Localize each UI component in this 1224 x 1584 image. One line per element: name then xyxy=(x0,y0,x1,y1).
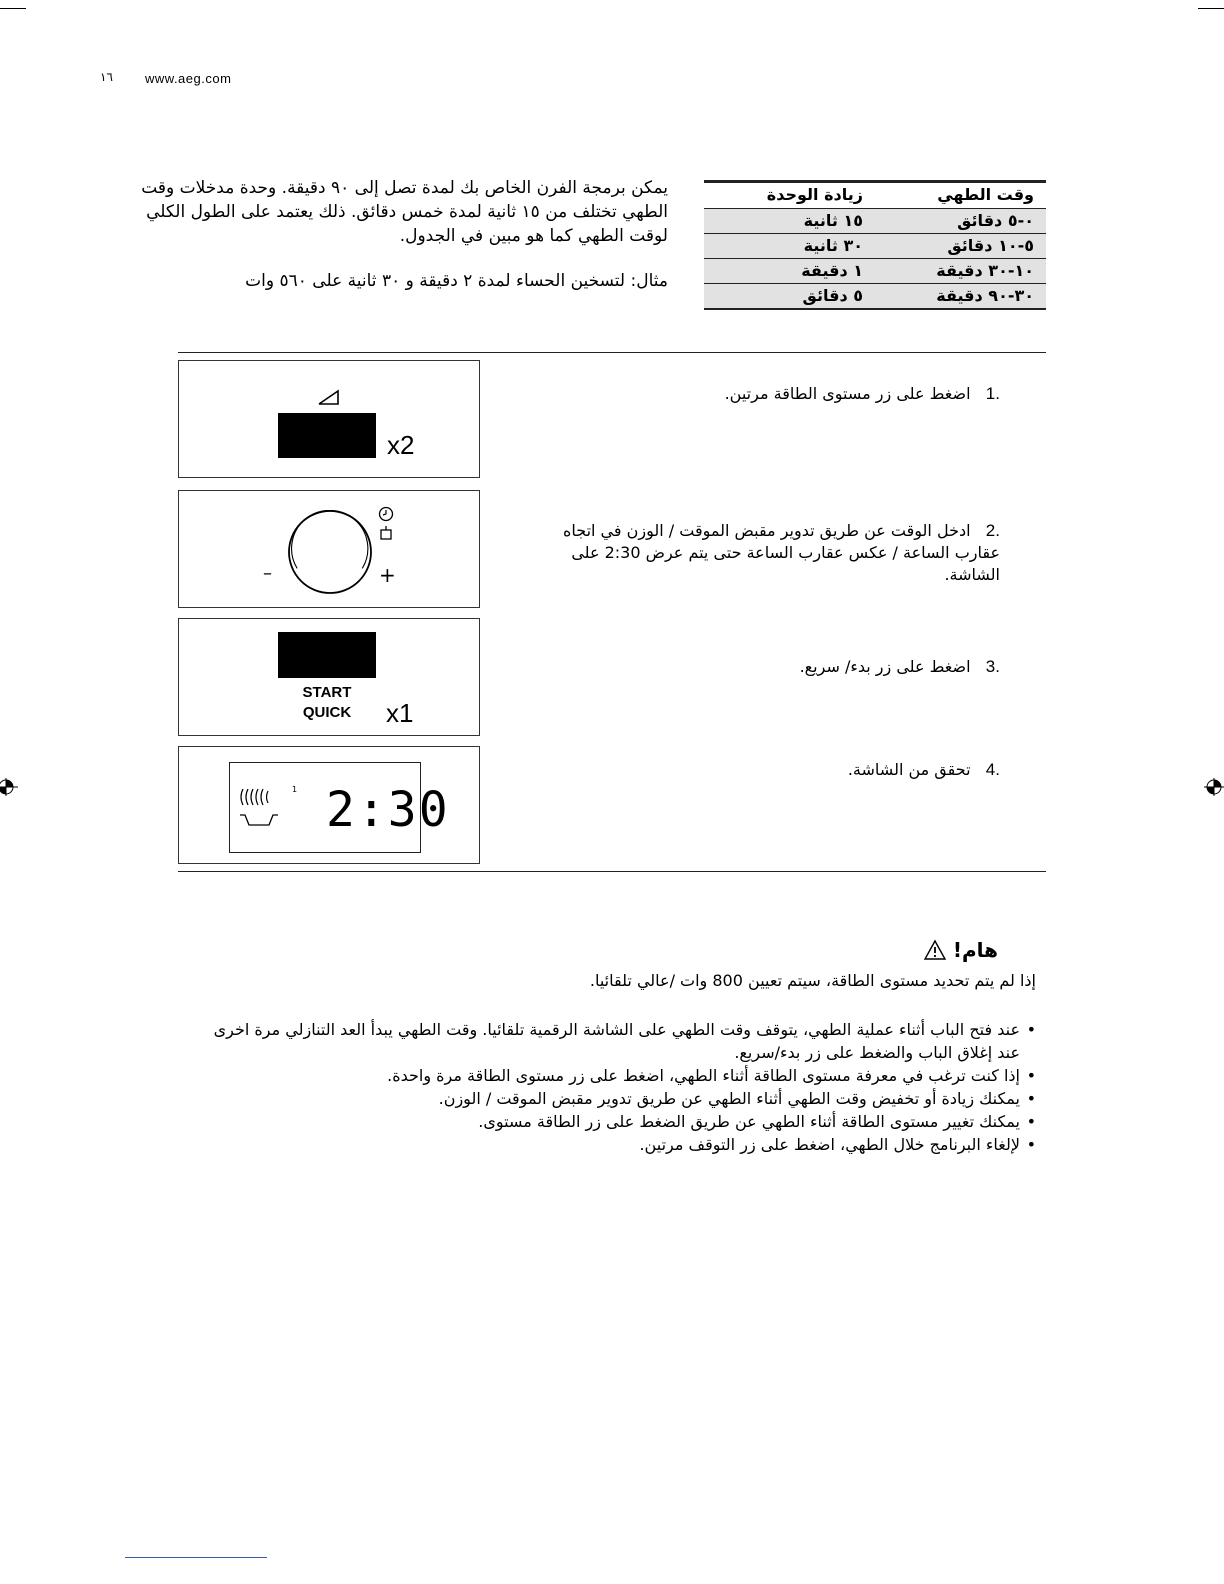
start-label: START xyxy=(302,684,352,701)
step-text: ادخل الوقت عن طريق تدوير مقبض الموقت / الوزن في اتجاه عقارب الساعة / عكس عقارب الساعة حتى يتم عرض 2:30 على الشاشة. xyxy=(562,521,1000,584)
display-screen xyxy=(278,632,376,678)
lcd-time: 2:30 xyxy=(326,782,450,838)
step-number: .2 xyxy=(985,521,1000,540)
registration-mark-right-icon xyxy=(1200,776,1224,798)
table-header-row xyxy=(704,183,1046,209)
press-count-label: x1 xyxy=(386,698,414,728)
table-header-increment: زيادة الوحدة xyxy=(766,185,863,204)
warning-title: هام! xyxy=(952,938,998,962)
warning-bullet-list xyxy=(200,1018,1036,1156)
list-item: • يمكنك تغيير مستوى الطاقة أثناء الطهي عن طريق الضغط على زر الطاقة مستوى. xyxy=(200,1110,1036,1133)
step-text: اضغط على زر بدء/ سريع. xyxy=(799,657,971,676)
table-cell-time: ٥-١٠ دقائق xyxy=(947,236,1034,255)
display-check-panel xyxy=(178,746,480,864)
list-item: • إذا كنت ترغب في معرفة مستوى الطاقة أثناء الطهي، اضغط على زر مستوى الطاقة مرة واحدة. xyxy=(200,1064,1036,1087)
intro-paragraph: يمكن برمجة الفرن الخاص بك لمدة تصل إلى ٩٠ دقيقة. وحدة مدخلات وقت الطهي تختلف من ١٥ ثانية لمدة خمس دقائق. ذلك يعتمد على الطول الكلي لوقت الطهي كما هو مبين في الجدول. xyxy=(141,178,668,246)
table-cell-time: ١٠-٣٠ دقيقة xyxy=(936,261,1034,280)
step-2 xyxy=(520,520,1000,586)
table-cell-increment: ١٥ ثانية xyxy=(803,211,863,230)
warning-intro: إذا لم يتم تحديد مستوى الطاقة، سيتم تعيين 800 وات /عالي تلقائيا. xyxy=(589,971,1036,990)
increase-label: + xyxy=(379,563,396,587)
step-text: تحقق من الشاشة. xyxy=(847,760,971,779)
power-level-indicator: 1 xyxy=(292,785,298,794)
section-divider-top xyxy=(178,352,1046,353)
power-level-panel xyxy=(178,360,480,478)
list-item: • عند فتح الباب أثناء عملية الطهي، يتوقف وقت الطهي على الشاشة الرقمية تلقائيا. وقت الطهي يبدأ العد التنازلي مرة اخرى عند إغلاق الباب والضغط على زر بدء/سريع. xyxy=(200,1018,1036,1064)
table-cell-time: ٣٠-٩٠ دقيقة xyxy=(936,286,1034,305)
table-row xyxy=(704,284,1046,310)
table-row xyxy=(704,234,1046,259)
step-3 xyxy=(600,656,1000,678)
website-url: www.aeg.com xyxy=(145,71,232,86)
list-item: • يمكنك زيادة أو تخفيض وقت الطهي أثناء الطهي عن طريق تدوير مقبض الموقت / الوزن. xyxy=(200,1087,1036,1110)
step-text: اضغط على زر مستوى الطاقة مرتين. xyxy=(724,384,971,403)
step-1 xyxy=(600,383,1000,405)
intro-text xyxy=(112,176,668,293)
decrease-label: – xyxy=(263,563,272,584)
table-cell-time: ٠-٥ دقائق xyxy=(957,211,1034,230)
table-header-time: وقت الطهي xyxy=(937,185,1034,204)
footer-line xyxy=(125,1557,267,1558)
warning-heading xyxy=(923,938,998,962)
power-level-icon xyxy=(317,389,341,407)
cooking-time-table xyxy=(704,180,1046,310)
crop-mark-top-right xyxy=(1198,8,1224,9)
table-cell-increment: ٣٠ ثانية xyxy=(803,236,863,255)
weight-icon xyxy=(379,525,393,541)
table-row xyxy=(704,259,1046,284)
microwave-waves-icon xyxy=(237,785,279,833)
table-cell-increment: ١ دقيقة xyxy=(801,261,863,280)
crop-mark-top-left xyxy=(0,8,26,9)
list-item: • لإلغاء البرنامج خلال الطهي، اضغط على زر التوقف مرتين. xyxy=(200,1133,1036,1156)
display-screen xyxy=(278,413,376,458)
timer-weight-knob-icon[interactable] xyxy=(283,510,379,596)
lcd-display xyxy=(229,762,450,853)
section-divider-bottom xyxy=(178,871,1046,872)
start-quick-panel xyxy=(178,618,480,736)
warning-triangle-icon xyxy=(923,939,947,961)
step-number: .1 xyxy=(985,384,1000,403)
timer-knob-panel xyxy=(178,490,480,608)
start-quick-button[interactable] xyxy=(293,683,361,723)
intro-example: مثال: لتسخين الحساء لمدة ٢ دقيقة و ٣٠ ثانية على ٥٦٠ وات xyxy=(245,271,668,291)
step-number: .3 xyxy=(985,657,1000,676)
clock-icon xyxy=(378,506,394,522)
press-count-label: x2 xyxy=(387,430,415,460)
step-number: .4 xyxy=(985,760,1000,779)
table-row xyxy=(704,209,1046,234)
step-4 xyxy=(600,759,1000,781)
page-number: ١٦ xyxy=(100,70,113,84)
table-cell-increment: ٥ دقائق xyxy=(802,286,863,305)
quick-label: QUICK xyxy=(302,704,352,721)
registration-mark-left-icon xyxy=(0,776,20,798)
